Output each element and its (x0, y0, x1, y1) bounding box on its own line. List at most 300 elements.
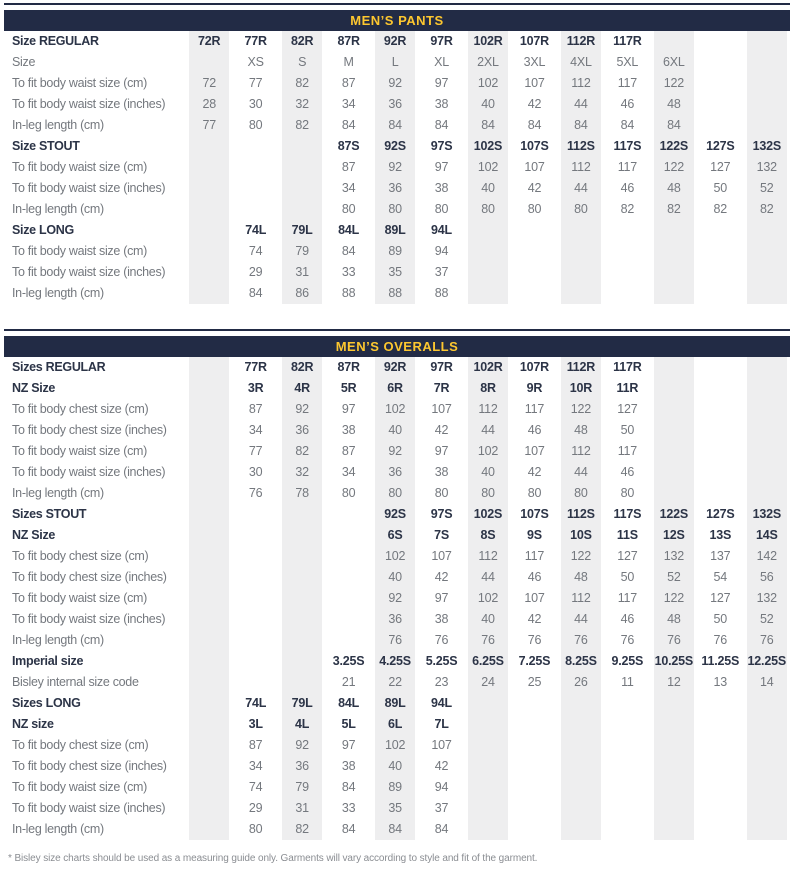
size-cell (604, 714, 650, 735)
size-cell (232, 609, 278, 630)
size-cell (186, 546, 232, 567)
table-top-border (4, 329, 790, 331)
size-cell: 86 (279, 283, 325, 304)
size-cell: 82 (279, 819, 325, 840)
size-cell (186, 735, 232, 756)
size-cell (744, 735, 790, 756)
size-cell (651, 462, 697, 483)
size-cell: 127 (710, 160, 731, 174)
size-cell: 74L (245, 696, 267, 710)
size-cell: 36 (372, 94, 418, 115)
size-cell: 80 (527, 486, 542, 500)
size-cell (511, 819, 557, 840)
size-cell: 4L (279, 714, 325, 735)
size-cell (604, 241, 650, 262)
table-row (4, 399, 790, 420)
size-cell (744, 283, 790, 304)
row-label: To fit body waist size (inches) (12, 265, 166, 279)
size-cell (186, 693, 232, 714)
size-cell (511, 693, 557, 714)
row-label: To fit body waist size (cm) (12, 780, 147, 794)
size-cell (744, 777, 790, 798)
table-row (4, 693, 790, 714)
size-cell: XL (434, 55, 449, 69)
size-cell: 76 (372, 630, 418, 651)
size-cell (279, 567, 325, 588)
size-cell: 94 (434, 780, 449, 794)
size-cell: 107 (524, 160, 545, 174)
size-cell (325, 609, 371, 630)
size-cell (465, 283, 511, 304)
table-row (4, 357, 790, 378)
size-cell (744, 378, 790, 399)
size-cell: 77 (186, 115, 232, 136)
size-cell: 112 (465, 546, 511, 567)
size-cell: 30 (248, 465, 263, 479)
row-label: Size STOUT (12, 139, 80, 153)
size-cell: 80 (341, 202, 356, 216)
size-cell: 80 (558, 199, 604, 220)
table-row (4, 199, 790, 220)
size-cell (651, 798, 697, 819)
size-cell (232, 651, 278, 672)
size-cell (232, 136, 278, 157)
row-label: Sizes STOUT (12, 507, 87, 521)
size-cell: 79L (279, 220, 325, 241)
size-cell: 44 (465, 420, 511, 441)
size-cell (604, 756, 650, 777)
size-cell: 112 (558, 157, 604, 178)
size-cell (604, 735, 650, 756)
size-cell (465, 735, 511, 756)
size-cell (604, 777, 650, 798)
size-cell: 32 (279, 94, 325, 115)
size-cell: 80 (372, 483, 418, 504)
size-cell: 46 (620, 97, 635, 111)
size-cell: 107S (520, 139, 549, 153)
size-cell (511, 735, 557, 756)
size-cell: 74 (248, 780, 263, 794)
size-cell: 102 (465, 441, 511, 462)
size-cell: 102S (465, 504, 511, 525)
size-cell (744, 462, 790, 483)
size-cell (186, 462, 232, 483)
size-cell: 76 (248, 486, 263, 500)
size-cell: 23 (434, 675, 449, 689)
size-cell: 137 (710, 549, 731, 563)
size-cell: 107 (431, 549, 452, 563)
table-title-bar (4, 10, 790, 31)
size-cell (325, 525, 371, 546)
row-label: In-leg length (cm) (12, 633, 104, 647)
size-cell: 102R (465, 357, 511, 378)
size-cell: 92 (372, 588, 418, 609)
size-cell: 84 (341, 118, 356, 132)
size-cell: 87 (341, 160, 356, 174)
size-cell: 44 (558, 462, 604, 483)
size-cell (511, 262, 557, 283)
size-cell: 122S (651, 504, 697, 525)
size-cell: 40 (372, 567, 418, 588)
size-cell (186, 651, 232, 672)
size-cell (744, 94, 790, 115)
size-cell: 82 (279, 115, 325, 136)
table-row (4, 651, 790, 672)
size-cell (279, 609, 325, 630)
size-cell: 132S (744, 136, 790, 157)
size-cell (511, 798, 557, 819)
size-cell: 32 (279, 462, 325, 483)
size-cell: 76 (620, 633, 635, 647)
size-cell: 132 (651, 546, 697, 567)
size-cell (744, 262, 790, 283)
footnote: * Bisley size charts should be used as a measuring guide only. Garments will vary according to style and fit of the garment. (8, 853, 538, 864)
row-label: NZ Size (12, 528, 56, 542)
size-cell: 84L (338, 223, 360, 237)
size-cell: 122 (651, 157, 697, 178)
table-row (4, 756, 790, 777)
size-cell: 50 (620, 570, 635, 584)
row-label: Sizes REGULAR (12, 360, 106, 374)
row-label: In-leg length (cm) (12, 822, 104, 836)
size-cell: 34 (341, 465, 356, 479)
size-cell (651, 756, 697, 777)
size-cell: 87S (337, 139, 360, 153)
row-label: In-leg length (cm) (12, 202, 104, 216)
size-cell (465, 777, 511, 798)
size-cell: 94L (431, 696, 452, 710)
size-cell (651, 777, 697, 798)
size-cell: 12.25S (744, 651, 790, 672)
size-cell (558, 756, 604, 777)
size-cell: 97S (430, 507, 453, 521)
size-cell: 37 (434, 801, 449, 815)
table-body (4, 31, 790, 304)
size-cell: 40 (465, 94, 511, 115)
size-cell: 92R (372, 31, 418, 52)
size-cell: 80 (434, 202, 449, 216)
size-cell (325, 546, 371, 567)
size-cell: 97 (341, 402, 356, 416)
size-cell (232, 546, 278, 567)
size-cell: 97R (430, 360, 453, 374)
table-row (4, 735, 790, 756)
row-label: To fit body chest size (inches) (12, 570, 167, 584)
size-cell: 24 (465, 672, 511, 693)
size-cell: 107 (524, 591, 545, 605)
size-cell: 122 (558, 546, 604, 567)
size-cell: 31 (279, 262, 325, 283)
size-cell (697, 73, 743, 94)
size-cell: 34 (248, 423, 263, 437)
size-cell: 35 (372, 798, 418, 819)
size-cell: 107S (520, 507, 549, 521)
size-cell (744, 798, 790, 819)
size-cell: 92 (372, 73, 418, 94)
table-row (4, 819, 790, 840)
table-row (4, 798, 790, 819)
row-label: In-leg length (cm) (12, 286, 104, 300)
size-cell (744, 220, 790, 241)
size-cell: 107R (519, 34, 549, 48)
size-cell: 8.25S (558, 651, 604, 672)
size-cell: 102 (465, 157, 511, 178)
size-cell (651, 483, 697, 504)
table-row (4, 504, 790, 525)
size-cell: 88 (341, 286, 356, 300)
table-row (4, 157, 790, 178)
size-cell: 6XL (651, 52, 697, 73)
size-cell (186, 672, 232, 693)
size-cell (511, 241, 557, 262)
table-row (4, 777, 790, 798)
size-cell: 92R (372, 357, 418, 378)
size-cell (232, 157, 278, 178)
row-label: To fit body chest size (cm) (12, 738, 149, 752)
size-cell: 102R (465, 31, 511, 52)
size-cell (697, 357, 743, 378)
size-cell: 132 (744, 588, 790, 609)
size-cell: 127S (706, 139, 735, 153)
size-cell (744, 819, 790, 840)
size-cell: 9.25S (611, 654, 644, 668)
row-label: To fit body waist size (inches) (12, 801, 166, 815)
row-label: Size LONG (12, 223, 74, 237)
size-cell: 74 (248, 244, 263, 258)
table-row (4, 483, 790, 504)
size-cell: 4XL (558, 52, 604, 73)
size-cell (186, 504, 232, 525)
size-cell (651, 714, 697, 735)
size-cell: 84 (620, 118, 635, 132)
size-cell (511, 714, 557, 735)
size-cell (744, 357, 790, 378)
size-cell (465, 798, 511, 819)
size-cell (465, 693, 511, 714)
size-cell: 77R (244, 360, 267, 374)
size-cell (279, 504, 325, 525)
size-cell: 72R (186, 31, 232, 52)
size-cell (697, 420, 743, 441)
size-cell: 48 (651, 94, 697, 115)
size-cell: 37 (434, 265, 449, 279)
size-cell: 80 (558, 483, 604, 504)
size-cell: 132S (744, 504, 790, 525)
size-cell: 107 (524, 444, 545, 458)
size-cell: 107 (524, 76, 545, 90)
size-cell: 76 (713, 633, 728, 647)
size-cell: 44 (465, 567, 511, 588)
size-cell: 79 (279, 777, 325, 798)
size-cell (325, 567, 371, 588)
table-title: MEN’S OVERALLS (335, 339, 459, 354)
size-cell: 36 (372, 462, 418, 483)
size-cell (232, 672, 278, 693)
size-cell: 92 (372, 157, 418, 178)
size-cell: 56 (744, 567, 790, 588)
mens-pants-table (4, 3, 790, 304)
size-cell: 38 (434, 465, 449, 479)
size-cell: 80 (341, 486, 356, 500)
size-cell: 84 (434, 822, 449, 836)
row-label: Size REGULAR (12, 34, 99, 48)
size-cell: 87R (337, 34, 360, 48)
table-row (4, 31, 790, 52)
size-cell (186, 136, 232, 157)
size-cell: XS (247, 55, 264, 69)
size-cell: 87R (337, 360, 360, 374)
size-cell: 33 (341, 801, 356, 815)
table-row (4, 525, 790, 546)
size-cell (651, 262, 697, 283)
size-cell (186, 819, 232, 840)
size-cell (604, 283, 650, 304)
size-cell: 84 (341, 780, 356, 794)
size-cell: 6L (372, 714, 418, 735)
size-cell (744, 241, 790, 262)
size-cell (511, 220, 557, 241)
table-title-bar (4, 336, 790, 357)
table-row (4, 546, 790, 567)
size-cell (651, 241, 697, 262)
size-cell: 127S (706, 507, 735, 521)
size-cell (697, 378, 743, 399)
size-cell (558, 819, 604, 840)
size-cell (186, 588, 232, 609)
size-cell: 34 (248, 759, 263, 773)
size-cell: 127 (617, 402, 638, 416)
size-cell: 54 (713, 570, 728, 584)
size-cell (744, 714, 790, 735)
size-cell: 79L (279, 693, 325, 714)
size-cell: 82 (651, 199, 697, 220)
size-cell: 102 (465, 73, 511, 94)
size-cell: 78 (279, 483, 325, 504)
size-cell: 76 (744, 630, 790, 651)
size-cell (279, 588, 325, 609)
size-cell: 3.25S (332, 654, 365, 668)
size-cell (697, 714, 743, 735)
size-cell (232, 588, 278, 609)
size-cell (651, 399, 697, 420)
size-cell: 97S (430, 139, 453, 153)
row-label: To fit body chest size (inches) (12, 759, 167, 773)
size-cell (232, 525, 278, 546)
size-cell (651, 378, 697, 399)
size-cell: 8S (465, 525, 511, 546)
size-cell (186, 609, 232, 630)
size-cell (651, 357, 697, 378)
row-label: To fit body waist size (cm) (12, 444, 147, 458)
size-cell: 44 (558, 94, 604, 115)
size-cell: 48 (558, 420, 604, 441)
size-cell (558, 283, 604, 304)
size-cell: 35 (372, 262, 418, 283)
size-cell: 84 (434, 118, 449, 132)
size-cell (186, 399, 232, 420)
size-cell (465, 756, 511, 777)
size-cell: 80 (372, 199, 418, 220)
size-cell: 42 (527, 612, 542, 626)
size-cell (697, 798, 743, 819)
size-cell: 46 (620, 465, 635, 479)
size-cell: 42 (434, 570, 449, 584)
size-cell: 80 (434, 486, 449, 500)
size-cell: 97 (434, 591, 449, 605)
row-label: To fit body waist size (cm) (12, 244, 147, 258)
size-cell (744, 441, 790, 462)
size-cell (186, 52, 232, 73)
row-label: To fit body waist size (inches) (12, 612, 166, 626)
size-cell: 102 (465, 588, 511, 609)
size-cell (697, 735, 743, 756)
size-cell (186, 199, 232, 220)
table-row (4, 609, 790, 630)
size-cell: 48 (558, 567, 604, 588)
size-cell: 13 (713, 675, 728, 689)
size-cell: 76 (465, 630, 511, 651)
size-cell: 88 (372, 283, 418, 304)
row-label: In-leg length (cm) (12, 486, 104, 500)
size-cell: 76 (558, 630, 604, 651)
size-cell: 80 (248, 118, 263, 132)
size-cell (325, 588, 371, 609)
size-cell (279, 136, 325, 157)
size-cell: 77 (248, 444, 263, 458)
size-cell (744, 52, 790, 73)
size-cell: 80 (620, 486, 635, 500)
size-cell: 42 (527, 97, 542, 111)
row-label: To fit body chest size (cm) (12, 402, 149, 416)
mens-overalls-table (4, 329, 790, 840)
size-cell: 13S (709, 528, 732, 542)
size-cell: 92 (372, 441, 418, 462)
size-cell: 117 (617, 591, 638, 605)
size-cell: 3XL (523, 55, 546, 69)
size-cell: 76 (527, 633, 542, 647)
size-cell (697, 819, 743, 840)
size-cell: 122 (651, 73, 697, 94)
size-cell (186, 756, 232, 777)
table-row (4, 378, 790, 399)
size-cell: 42 (434, 423, 449, 437)
size-cell (186, 798, 232, 819)
size-cell: 52 (744, 178, 790, 199)
size-cell (697, 283, 743, 304)
row-label: Sizes LONG (12, 696, 81, 710)
size-cell: 94L (431, 223, 452, 237)
size-cell: 89 (372, 241, 418, 262)
size-cell (651, 735, 697, 756)
size-cell: 102S (465, 136, 511, 157)
size-cell (186, 630, 232, 651)
table-row (4, 672, 790, 693)
size-cell: 26 (558, 672, 604, 693)
size-cell: 74L (245, 223, 267, 237)
table-row (4, 136, 790, 157)
size-cell: 46 (527, 570, 542, 584)
size-cell: 117S (613, 507, 642, 521)
size-cell (744, 420, 790, 441)
size-cell: 46 (620, 181, 635, 195)
row-label: To fit body waist size (inches) (12, 465, 166, 479)
size-cell: 11S (616, 528, 638, 542)
size-cell (279, 630, 325, 651)
size-cell (186, 178, 232, 199)
size-cell: 50 (713, 181, 728, 195)
size-cell (186, 420, 232, 441)
row-label: To fit body waist size (cm) (12, 591, 147, 605)
